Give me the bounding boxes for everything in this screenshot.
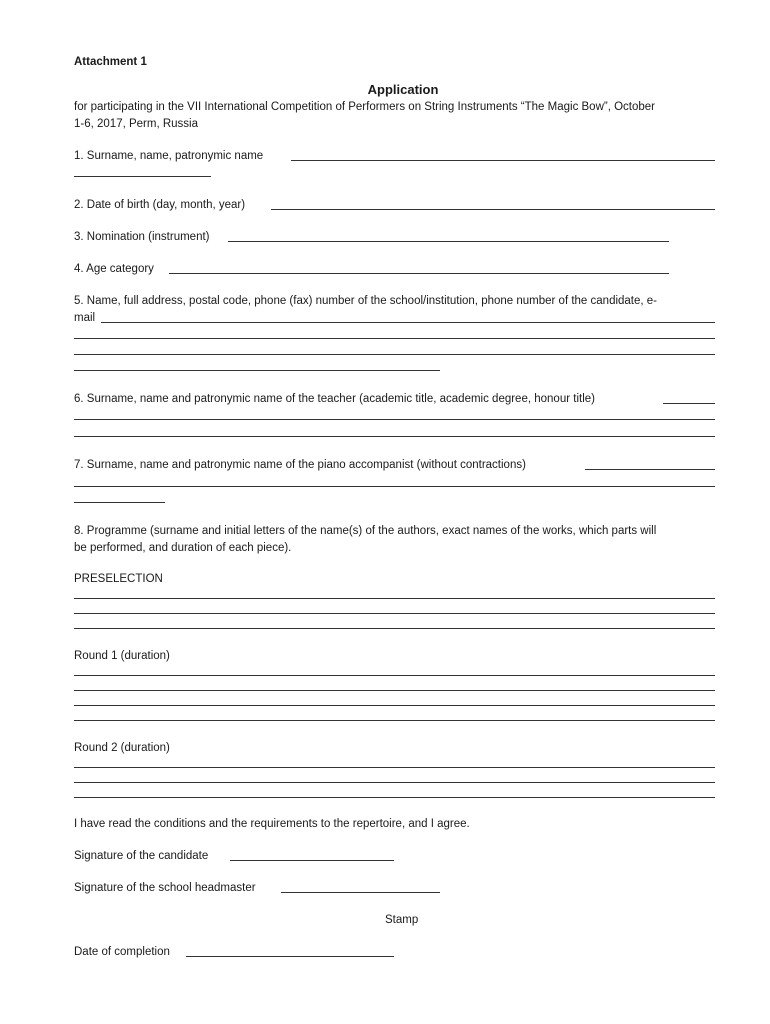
round1-line[interactable] xyxy=(74,720,715,721)
field-3-line[interactable] xyxy=(228,241,669,242)
field-1-line-cont[interactable] xyxy=(74,176,211,177)
field-2-line[interactable] xyxy=(271,209,715,210)
preselection-line[interactable] xyxy=(74,598,715,599)
field-6-label: 6. Surname, name and patronymic name of the teacher (academic title, academic degree, honour title) xyxy=(74,393,595,405)
field-6-line[interactable] xyxy=(74,436,715,437)
round2-line[interactable] xyxy=(74,797,715,798)
field-5-line[interactable] xyxy=(74,370,440,371)
field-7-line[interactable] xyxy=(74,486,715,487)
field-6-line[interactable] xyxy=(74,419,715,420)
date-completion-label: Date of completion xyxy=(74,946,170,958)
round2-heading: Round 2 (duration) xyxy=(74,742,170,754)
stamp-label: Stamp xyxy=(385,914,419,926)
round1-heading: Round 1 (duration) xyxy=(74,650,170,662)
date-completion-line[interactable] xyxy=(186,956,394,957)
field-5-label-line1: 5. Name, full address, postal code, phone (fax) number of the school/institution, phone number of the candidate, e- xyxy=(74,295,658,307)
field-1-label: 1. Surname, name, patronymic name xyxy=(74,150,264,162)
round1-line[interactable] xyxy=(74,705,715,706)
form-subtitle-line2: 1-6, 2017, Perm, Russia xyxy=(74,118,199,130)
field-8-label-line2: be performed, and duration of each piece). xyxy=(74,542,292,554)
agreement-text: I have read the conditions and the requirements to the repertoire, and I agree. xyxy=(74,818,470,830)
form-subtitle-line1: for participating in the VII International Competition of Performers on String Instruments “The Magic Bow”, October xyxy=(74,101,656,113)
field-5-line[interactable] xyxy=(74,338,715,339)
field-7-line[interactable] xyxy=(74,502,165,503)
preselection-heading: PRESELECTION xyxy=(74,573,163,585)
form-title: Application xyxy=(367,82,439,97)
field-6-line[interactable] xyxy=(663,403,715,404)
preselection-line[interactable] xyxy=(74,613,715,614)
field-3-label: 3. Nomination (instrument) xyxy=(74,231,210,243)
preselection-line[interactable] xyxy=(74,628,715,629)
signature-candidate-line[interactable] xyxy=(230,860,394,861)
field-5-line[interactable] xyxy=(74,354,715,355)
field-7-label: 7. Surname, name and patronymic name of the piano accompanist (without contractions) xyxy=(74,459,526,471)
field-4-line[interactable] xyxy=(169,273,669,274)
signature-headmaster-line[interactable] xyxy=(281,892,440,893)
field-5-label-line2: mail xyxy=(74,312,96,324)
field-2-label: 2. Date of birth (day, month, year) xyxy=(74,199,246,211)
round2-line[interactable] xyxy=(74,782,715,783)
field-1-line[interactable] xyxy=(291,160,715,161)
field-4-label: 4. Age category xyxy=(74,263,154,275)
signature-headmaster-label: Signature of the school headmaster xyxy=(74,882,256,894)
field-7-line[interactable] xyxy=(585,469,715,470)
signature-candidate-label: Signature of the candidate xyxy=(74,850,209,862)
round1-line[interactable] xyxy=(74,690,715,691)
round1-line[interactable] xyxy=(74,675,715,676)
round2-line[interactable] xyxy=(74,767,715,768)
field-5-line[interactable] xyxy=(101,322,715,323)
attachment-label: Attachment 1 xyxy=(74,56,147,68)
field-8-label-line1: 8. Programme (surname and initial letters of the name(s) of the authors, exact names of the works, which parts will xyxy=(74,525,657,537)
